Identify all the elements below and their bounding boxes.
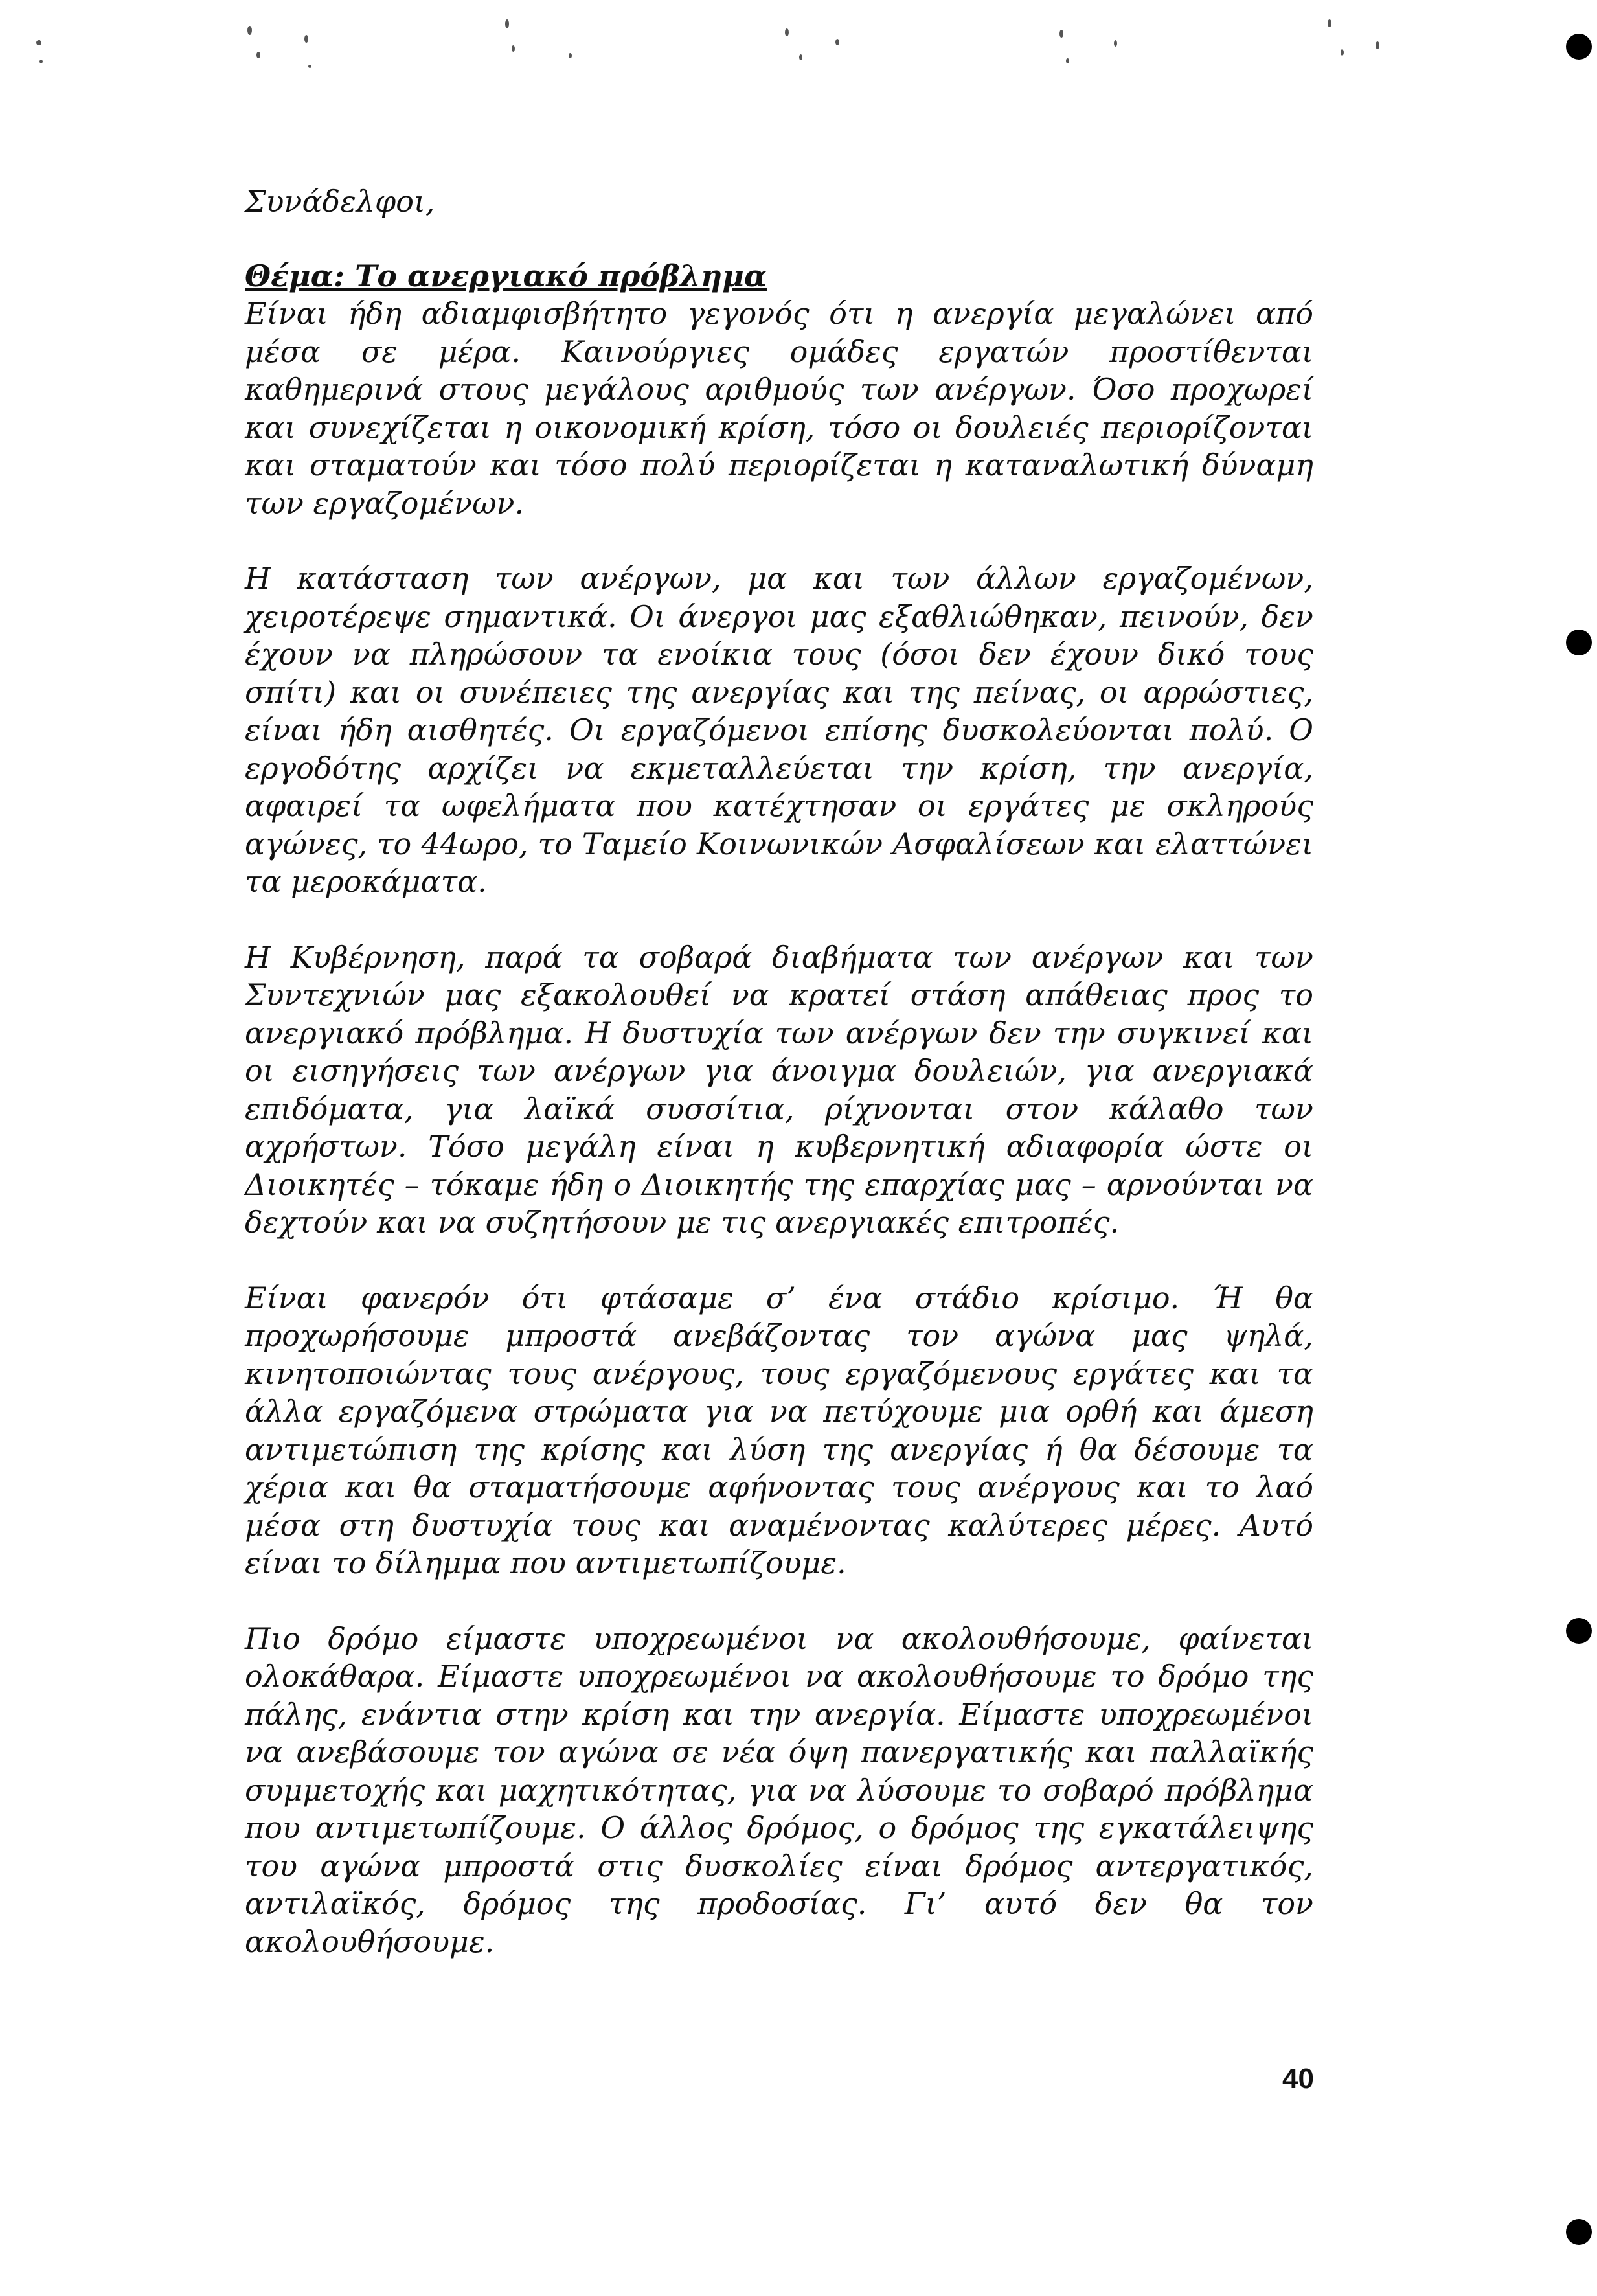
scan-speck (1328, 19, 1331, 27)
paragraph-3: Η Κυβέρνηση, παρά τα σοβαρά διαβήματα των ανέργων και των Συντεχνιών μας εξακολουθεί να κρατεί στάση απάθειας προς το ανεργιακό πρόβλημα. Η δυστυχία των ανέργων δεν την συγκινεί και οι εισηγήσεις των ανέργων για άνοιγμα δουλειών, για ανεργιακά επιδόματα, για λαϊκά συσσίτια, ρίχνονται στον κάλαθο των αχρήστων. Τόσο μεγάλη είναι η κυβερνητική αδιαφορία ώστε οι Διοικητές – τόκαμε ήδη ο Διοικητής της επαρχίας μας – αρνούνται να δεχτούν και να συζητήσουν με τις ανεργιακές επιτροπές. (245, 939, 1313, 1240)
scan-speck (505, 19, 509, 28)
scan-speck (799, 54, 802, 60)
paragraph-1: Είναι ήδη αδιαμφισβήτητο γεγονός ότι η ανεργία μεγαλώνει από μέσα σε μέρα. Καινούργιες ομάδες εργατών προστίθενται καθημερινά στους μεγάλους αριθμούς των ανέργων. Όσο προχωρεί και συνεχίζεται η οικονομική κρίση, τόσο οι δουλειές περιορίζονται και σταματούν και τόσο πολύ περιορίζεται η καταναλωτική δύναμη των εργαζομένων. (245, 296, 1313, 521)
paragraph-5: Πιο δρόμο είμαστε υποχρεωμένοι να ακολουθήσουμε, φαίνεται ολοκάθαρα. Είμαστε υποχρεωμένοι να ακολουθήσουμε το δρόμο της πάλης, ενάντια στην κρίση και την ανεργία. Είμαστε υποχρεωμένοι να ανεβάσουμε τον αγώνα σε νέα όψη πανεργατικής και παλλαϊκής συμμετοχής και μαχητικότητας, για να λύσουμε το σοβαρό πρόβλημα που αντιμετωπίζουμε. Ο άλλος δρόμος, ο δρόμος της εγκατάλειψης του αγώνα μπροστά στις δυσκολίες είναι δρόμος αντεργατικός, αντιλαϊκός, δρόμος της προδοσίας. Γι’ αυτό δεν θα τον ακολουθήσουμε. (245, 1620, 1313, 1959)
scan-speck (569, 53, 572, 58)
paragraph-4: Είναι φανερόν ότι φτάσαμε σ’ ένα στάδιο κρίσιμο. Ή θα προχωρήσουμε μπροστά ανεβάζοντας τον αγώνα μας ψηλά, κινητοποιώντας τους ανέργους, τους εργαζόμενους εργάτες και τα άλλα εργαζόμενα στρώματα για να πετύχουμε μια ορθή και άμεση αντιμετώπιση της κρίσης και λύση της ανεργίας ή θα δέσουμε τα χέρια και θα σταματήσουμε αφήνοντας τους ανέργους και το λαό μέσα στη δυστυχία τους και αναμένοντας καλύτερες μέρες. Αυτό είναι το δίλημμα που αντιμετωπίζουμε. (245, 1280, 1313, 1580)
scan-speck (308, 65, 311, 68)
scan-speck (835, 39, 839, 45)
binder-hole (1566, 630, 1592, 655)
scan-speck (36, 40, 41, 45)
scan-speck (512, 45, 515, 52)
letter-body (245, 183, 1313, 1998)
subject-line: Θέμα: Το ανεργιακό πρόβλημα (245, 258, 767, 293)
scan-speck (1341, 49, 1344, 56)
scan-speck (256, 52, 260, 58)
scan-speck (1376, 41, 1379, 49)
scan-speck (1059, 30, 1063, 38)
scan-speck (247, 26, 252, 35)
binder-hole (1566, 1618, 1592, 1644)
paragraph-2: Η κατάσταση των ανέργων, μα και των άλλων εργαζομένων, χειροτέρεψε σημαντικά. Οι άνεργοι μας εξαθλιώθηκαν, πεινούν, δεν έχουν να πληρώσουν τα ενοίκια τους (όσοι δεν έχουν δικό τους σπίτι) και οι συνέπειες της ανεργίας και της πείνας, οι αρρώστιες, είναι ήδη αισθητές. Οι εργαζόμενοι επίσης δυσκολεύονται πολύ. Ο εργοδότης αρχίζει να εκμεταλλεύεται την κρίση, την ανεργία, αφαιρεί τα ωφελήματα που κατέχτησαν οι εργάτες με σκληρούς αγώνες, το 44ωρο, το Ταμείο Κοινωνικών Ασφαλίσεων και ελαττώνει τα μεροκάματα. (245, 561, 1313, 899)
scan-speck (1066, 58, 1069, 63)
page-number: 40 (1282, 2063, 1314, 2095)
scan-speck (39, 60, 43, 63)
binder-hole (1566, 2219, 1592, 2245)
scan-speck (304, 35, 308, 43)
binder-hole (1566, 34, 1592, 60)
scan-speck (1114, 40, 1117, 47)
salutation: Συνάδελφοι, (245, 184, 435, 219)
scan-speck (785, 28, 789, 36)
